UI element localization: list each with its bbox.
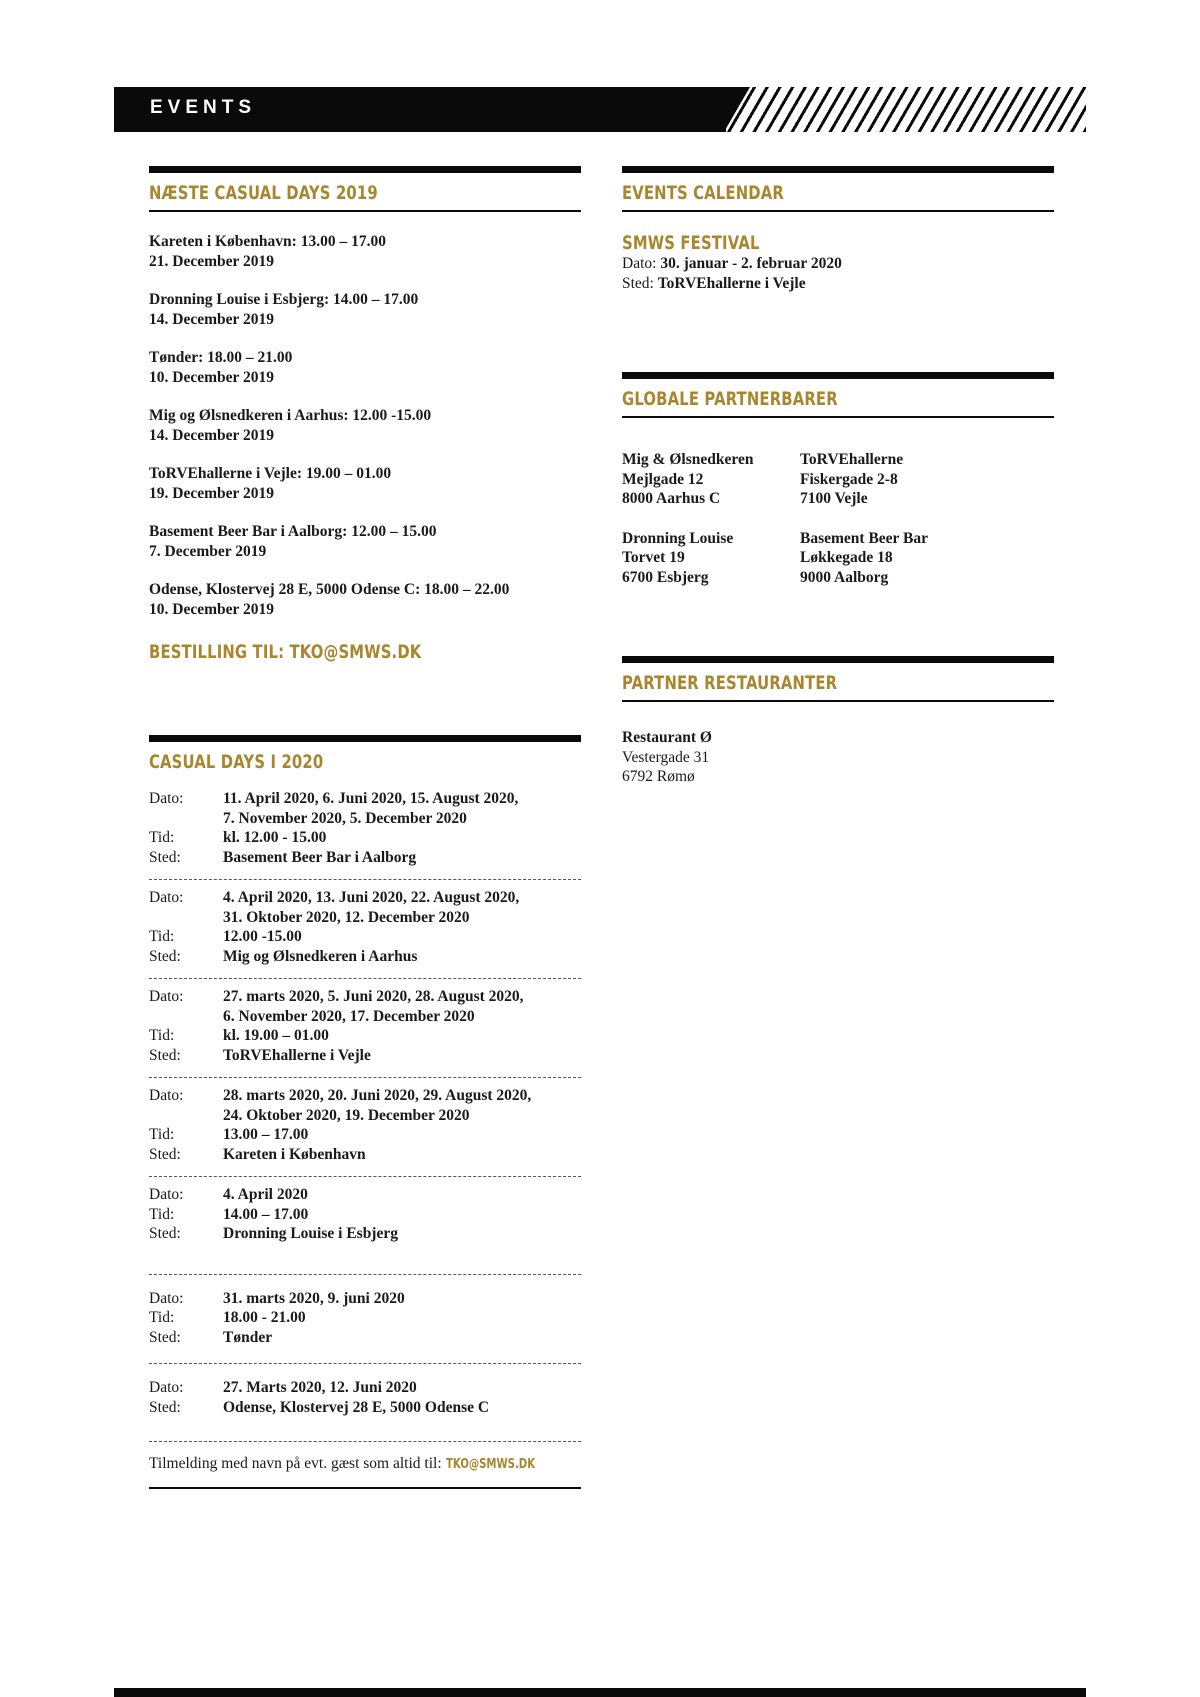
globale-partnerbarer-section — [622, 372, 1054, 587]
bar-city: 7100 Vejle — [800, 490, 868, 507]
event-block — [149, 781, 581, 880]
tid-label: Tid: — [149, 928, 175, 945]
bar-city: 8000 Aarhus C — [622, 490, 721, 507]
bar-street: Fiskergade 2-8 — [800, 470, 898, 488]
casual-days-2020-section — [149, 735, 581, 1489]
festival-date-line — [622, 254, 1054, 274]
dato-label: Dato: — [149, 790, 184, 807]
entry-place-time: Tønder: 18.00 – 21.00 — [149, 349, 293, 366]
sted-label: Sted: — [149, 1328, 181, 1346]
dato-label: Dato: — [622, 255, 661, 272]
partner-bar-address — [800, 529, 1020, 588]
tid-label: Tid: — [149, 1309, 175, 1326]
dato-label: Dato: — [149, 988, 184, 1005]
partner-restauranter-section — [622, 656, 1054, 787]
partner-bar-address — [622, 529, 800, 588]
event-block — [149, 1078, 581, 1177]
tid-value: 18.00 - 21.00 — [223, 1309, 306, 1326]
list-item — [149, 580, 581, 619]
section-heading: EVENTS CALENDAR — [622, 182, 784, 204]
bar-name: Mig & Ølsnedkeren — [622, 451, 754, 468]
bar-name: ToRVEhallerne — [800, 451, 904, 468]
event-block — [149, 979, 581, 1078]
sted-label: Sted: — [149, 848, 181, 866]
section-header — [622, 663, 1054, 702]
event-block — [149, 880, 581, 979]
bar-city: 9000 Aalborg — [800, 568, 889, 586]
partner-bar-address — [800, 450, 1020, 509]
tid-value: kl. 19.00 – 01.00 — [223, 1027, 329, 1044]
events-calendar-section — [622, 166, 1054, 293]
entry-date: 7. December 2019 — [149, 542, 267, 560]
entry-date: 19. December 2019 — [149, 484, 274, 502]
entry-date: 10. December 2019 — [149, 600, 274, 618]
bar-street: Torvet 19 — [622, 549, 685, 566]
section-top-bar — [622, 166, 1054, 173]
tid-label: Tid: — [149, 829, 175, 846]
sted-label: Sted: — [149, 1225, 181, 1242]
sted-label: Sted: — [149, 947, 181, 965]
bar-city: 6700 Esbjerg — [622, 568, 709, 586]
section-top-bar — [149, 166, 581, 173]
tid-value: kl. 12.00 - 15.00 — [223, 829, 327, 846]
tid-label: Tid: — [149, 1027, 175, 1044]
entries-list — [149, 212, 581, 619]
entry-place-time: Basement Beer Bar i Aalborg: 12.00 – 15.00 — [149, 523, 437, 540]
entry-place-time: Mig og Ølsnedkeren i Aarhus: 12.00 -15.00 — [149, 407, 432, 424]
dato-value: 31. marts 2020, 9. juni 2020 — [223, 1289, 405, 1307]
restaurant-address — [622, 702, 1054, 787]
page-bottom-rule — [114, 1688, 1086, 1697]
restaurant-city: 6792 Rømø — [622, 768, 695, 785]
section-heading: NÆSTE CASUAL DAYS 2019 — [149, 182, 378, 204]
bar-street: Løkkegade 18 — [800, 549, 893, 566]
partner-bar-address — [622, 450, 800, 509]
dato-value: 27. Marts 2020, 12. Juni 2020 — [223, 1379, 417, 1396]
naeste-casual-days-section — [149, 166, 581, 663]
dato-value: 28. marts 2020, 20. Juni 2020, 29. August 2020, — [223, 1087, 532, 1104]
entry-place-time: ToRVEhallerne i Vejle: 19.00 – 01.00 — [149, 465, 392, 482]
section-header — [149, 173, 581, 212]
section-top-bar — [149, 735, 581, 742]
bar-street: Mejlgade 12 — [622, 470, 704, 488]
dato-value: 11. April 2020, 6. Juni 2020, 15. August 2020, — [223, 790, 519, 807]
sted-label: Sted: — [149, 1398, 181, 1416]
tid-value: 13.00 – 17.00 — [223, 1126, 309, 1143]
sted-value: Kareten i København — [223, 1145, 366, 1163]
list-item — [149, 464, 581, 503]
dato-value-continued: 7. November 2020, 5. December 2020 — [223, 809, 467, 827]
restaurant-name: Restaurant Ø — [622, 729, 712, 746]
dato-value-continued: 24. Oktober 2020, 19. December 2020 — [223, 1106, 470, 1124]
banner-stripes-decoration — [726, 87, 1086, 132]
tid-value: 14.00 – 17.00 — [223, 1205, 309, 1223]
sted-label: Sted: — [149, 1145, 181, 1163]
section-header — [622, 173, 1054, 212]
section-heading: GLOBALE PARTNERBARER — [622, 388, 838, 410]
entry-place-time: Dronning Louise i Esbjerg: 14.00 – 17.00 — [149, 291, 419, 308]
entry-date: 14. December 2019 — [149, 426, 274, 444]
event-block — [149, 1275, 581, 1365]
tid-label: Tid: — [149, 1205, 175, 1223]
festival-title: SMWS FESTIVAL — [622, 232, 760, 254]
restaurant-street: Vestergade 31 — [622, 748, 710, 766]
bestilling-email-heading: BESTILLING TIL: TKO@SMWS.DK — [149, 641, 422, 663]
entry-place-time: Kareten i København: 13.00 – 17.00 — [149, 233, 386, 250]
section-top-bar — [622, 656, 1054, 663]
festival-place-line — [622, 274, 1054, 294]
dato-value: 30. januar - 2. februar 2020 — [660, 255, 842, 272]
dato-label: Dato: — [149, 889, 184, 906]
dato-label: Dato: — [149, 1289, 184, 1307]
section-header — [149, 742, 581, 781]
dato-label: Dato: — [149, 1379, 184, 1396]
event-block — [149, 1364, 581, 1442]
dato-value: 4. April 2020, 13. Juni 2020, 22. August 2020, — [223, 889, 520, 906]
entry-place-time: Odense, Klostervej 28 E, 5000 Odense C: 18.00 – 22.00 — [149, 581, 510, 598]
sted-value: Dronning Louise i Esbjerg — [223, 1225, 398, 1242]
entry-date: 21. December 2019 — [149, 252, 274, 270]
sted-value: Basement Beer Bar i Aalborg — [223, 848, 417, 866]
list-item — [149, 348, 581, 387]
tilmelding-email-link[interactable]: TKO@SMWS.DK — [445, 1457, 535, 1472]
tilmelding-text: Tilmelding med navn på evt. gæst som altid til: — [149, 1455, 446, 1472]
dato-value: 27. marts 2020, 5. Juni 2020, 28. August 2020, — [223, 988, 524, 1005]
list-item — [149, 522, 581, 561]
tid-value: 12.00 -15.00 — [223, 928, 302, 945]
sted-label: Sted: — [149, 1046, 181, 1064]
sted-value: Mig og Ølsnedkeren i Aarhus — [223, 947, 418, 965]
dato-value: 4. April 2020 — [223, 1186, 308, 1203]
section-heading: PARTNER RESTAURANTER — [622, 672, 838, 694]
sted-value: Odense, Klostervej 28 E, 5000 Odense C — [223, 1398, 490, 1416]
banner-title: EVENTS — [150, 97, 257, 118]
sted-value: Tønder — [223, 1328, 273, 1346]
dato-value-continued: 6. November 2020, 17. December 2020 — [223, 1007, 475, 1025]
bar-name: Dronning Louise — [622, 529, 734, 547]
section-top-bar — [622, 372, 1054, 379]
entry-date: 14. December 2019 — [149, 310, 274, 328]
section-heading: CASUAL DAYS I 2020 — [149, 751, 324, 773]
tilmelding-note — [149, 1442, 581, 1489]
sted-label: Sted: — [622, 274, 658, 292]
events-banner — [114, 87, 1086, 132]
list-item — [149, 406, 581, 445]
bar-name: Basement Beer Bar — [800, 529, 928, 547]
tid-label: Tid: — [149, 1126, 175, 1143]
list-item — [149, 232, 581, 271]
dato-label: Dato: — [149, 1186, 184, 1203]
sted-value: ToRVEhallerne i Vejle — [657, 274, 806, 292]
entry-date: 10. December 2019 — [149, 368, 274, 386]
list-item — [149, 290, 581, 329]
event-block — [149, 1177, 581, 1275]
section-header — [622, 379, 1054, 418]
dato-label: Dato: — [149, 1087, 184, 1104]
sted-value: ToRVEhallerne i Vejle — [223, 1046, 371, 1064]
partner-bars-grid — [622, 418, 1054, 587]
dato-value-continued: 31. Oktober 2020, 12. December 2020 — [223, 908, 470, 926]
